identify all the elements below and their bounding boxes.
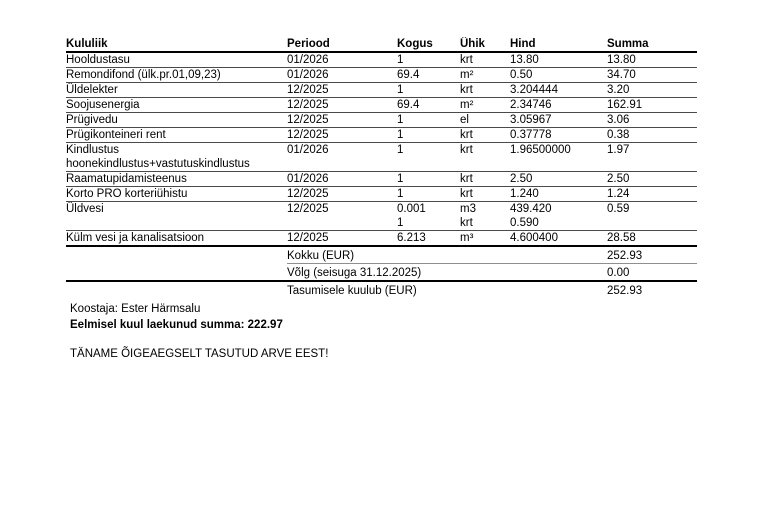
cell-summa: 3.20 [607, 83, 697, 98]
kogus-line2: 1 [397, 217, 404, 229]
cell-kululiik: Prügivedu [66, 113, 287, 128]
previous-payment-line: Eelmisel kuul laekunud summa: 222.97 [70, 319, 283, 331]
cell-periood: 01/2026 [287, 143, 397, 172]
header-kululiik: Kululiik [66, 37, 287, 52]
cell-kogus: 1 [397, 143, 460, 172]
cell-yhik: m³ [460, 231, 510, 247]
yhik-line1: m3 [460, 203, 476, 215]
table-row [66, 98, 697, 113]
header-periood: Periood [287, 37, 397, 52]
empty-cell [66, 281, 287, 298]
cell-hind [510, 202, 607, 231]
cell-summa: 1.97 [607, 143, 697, 172]
cell-periood: 12/2025 [287, 98, 397, 113]
cell-hind: 2.50 [510, 172, 607, 187]
cell-yhik: krt [460, 128, 510, 143]
cell-periood: 01/2026 [287, 172, 397, 187]
invoice-footer [70, 301, 328, 362]
table-row [66, 231, 697, 247]
cell-periood: 12/2025 [287, 113, 397, 128]
cell-summa: 2.50 [607, 172, 697, 187]
cost-table [66, 37, 697, 298]
cell-kululiik: Hooldustasu [66, 52, 287, 68]
cell-kogus: 1 [397, 187, 460, 202]
empty-cell [66, 264, 287, 282]
cell-kogus: 1 [397, 128, 460, 143]
cell-periood: 12/2025 [287, 83, 397, 98]
header-yhik: Ühik [460, 37, 510, 52]
hind-line1: 439.420 [510, 203, 552, 215]
cell-yhik: m² [460, 98, 510, 113]
cell-yhik: krt [460, 172, 510, 187]
cell-kogus: 1 [397, 83, 460, 98]
cell-hind: 13.80 [510, 52, 607, 68]
cell-hind: 3.05967 [510, 113, 607, 128]
empty-cell [66, 246, 287, 264]
cell-summa: 34.70 [607, 68, 697, 83]
cell-kululiik: Remondifond (ülk.pr.01,09,23) [66, 68, 287, 83]
cell-kogus: 6.213 [397, 231, 460, 247]
table-row [66, 128, 697, 143]
cell-hind: 4.600400 [510, 231, 607, 247]
header-summa: Summa [607, 37, 697, 52]
table-row [66, 202, 697, 231]
thank-you-line: TÄNAME ÕIGEAEGSELT TASUTUD ARVE EEST! [70, 348, 329, 360]
cell-hind: 1.240 [510, 187, 607, 202]
table-row [66, 172, 697, 187]
cell-kululiik: Üldvesi [66, 202, 287, 231]
total-value-kokku: 252.93 [607, 246, 697, 264]
total-value-volg: 0.00 [607, 264, 697, 282]
table-row [66, 52, 697, 68]
total-label-tasumisele: Tasumisele kuulub (EUR) [287, 285, 417, 297]
cell-hind: 0.37778 [510, 128, 607, 143]
cell-kogus [397, 202, 460, 231]
cell-yhik: krt [460, 83, 510, 98]
cell-yhik: krt [460, 52, 510, 68]
cell-periood: 12/2025 [287, 187, 397, 202]
cell-periood: 12/2025 [287, 202, 397, 231]
cell-summa: 13.80 [607, 52, 697, 68]
cell-periood: 12/2025 [287, 231, 397, 247]
total-label-kokku: Kokku (EUR) [287, 246, 607, 264]
cell-summa: 3.06 [607, 113, 697, 128]
cell-hind: 3.204444 [510, 83, 607, 98]
cell-yhik: krt [460, 143, 510, 172]
table-row [66, 113, 697, 128]
kululiik-line2: hoonekindlustus+vastutuskindlustus [66, 158, 250, 170]
cell-yhik: el [460, 113, 510, 128]
hind-line2: 0.590 [510, 217, 539, 229]
cell-kululiik: Külm vesi ja kanalisatsioon [66, 231, 287, 247]
header-hind: Hind [510, 37, 607, 52]
cell-periood: 01/2026 [287, 68, 397, 83]
cell-summa: 0.59 [607, 202, 697, 231]
cell-hind: 2.34746 [510, 98, 607, 113]
cell-kululiik: Korto PRO korteriühistu [66, 187, 287, 202]
cell-kululiik: Prügikonteineri rent [66, 128, 287, 143]
table-row [66, 68, 697, 83]
kogus-line1: 0.001 [397, 203, 426, 215]
table-header-row [66, 37, 697, 52]
cell-kogus: 1 [397, 172, 460, 187]
cell-kululiik: Soojusenergia [66, 98, 287, 113]
cell-kululiik: Raamatupidamisteenus [66, 172, 287, 187]
cell-hind: 1.96500000 [510, 143, 607, 172]
yhik-line2: krt [460, 217, 473, 229]
invoice-sheet [66, 37, 697, 298]
cell-kululiik: Üldelekter [66, 83, 287, 98]
preparer-line: Koostaja: Ester Härmsalu [70, 303, 201, 315]
cell-hind: 0.50 [510, 68, 607, 83]
cell-periood: 12/2025 [287, 128, 397, 143]
table-row [66, 187, 697, 202]
cell-summa: 28.58 [607, 231, 697, 247]
totals-row-kokku [66, 246, 697, 264]
totals-row-tasumisele [66, 281, 697, 298]
cell-yhik: m² [460, 68, 510, 83]
total-value-tasumisele: 252.93 [607, 285, 643, 297]
table-row [66, 143, 697, 172]
cell-yhik [460, 202, 510, 231]
cell-kogus: 1 [397, 113, 460, 128]
cell-kogus: 1 [397, 52, 460, 68]
cell-summa: 162.91 [607, 98, 697, 113]
totals-row-volg [66, 264, 697, 282]
table-row [66, 83, 697, 98]
cell-kogus: 69.4 [397, 68, 460, 83]
cell-kogus: 69.4 [397, 98, 460, 113]
header-kogus: Kogus [397, 37, 460, 52]
cell-summa: 1.24 [607, 187, 697, 202]
cell-periood: 01/2026 [287, 52, 397, 68]
total-label-volg: Võlg (seisuga 31.12.2025) [287, 264, 607, 282]
cell-kululiik [66, 143, 287, 172]
cell-summa: 0.38 [607, 128, 697, 143]
kululiik-line1: Kindlustus [66, 144, 120, 156]
cell-yhik: krt [460, 187, 510, 202]
